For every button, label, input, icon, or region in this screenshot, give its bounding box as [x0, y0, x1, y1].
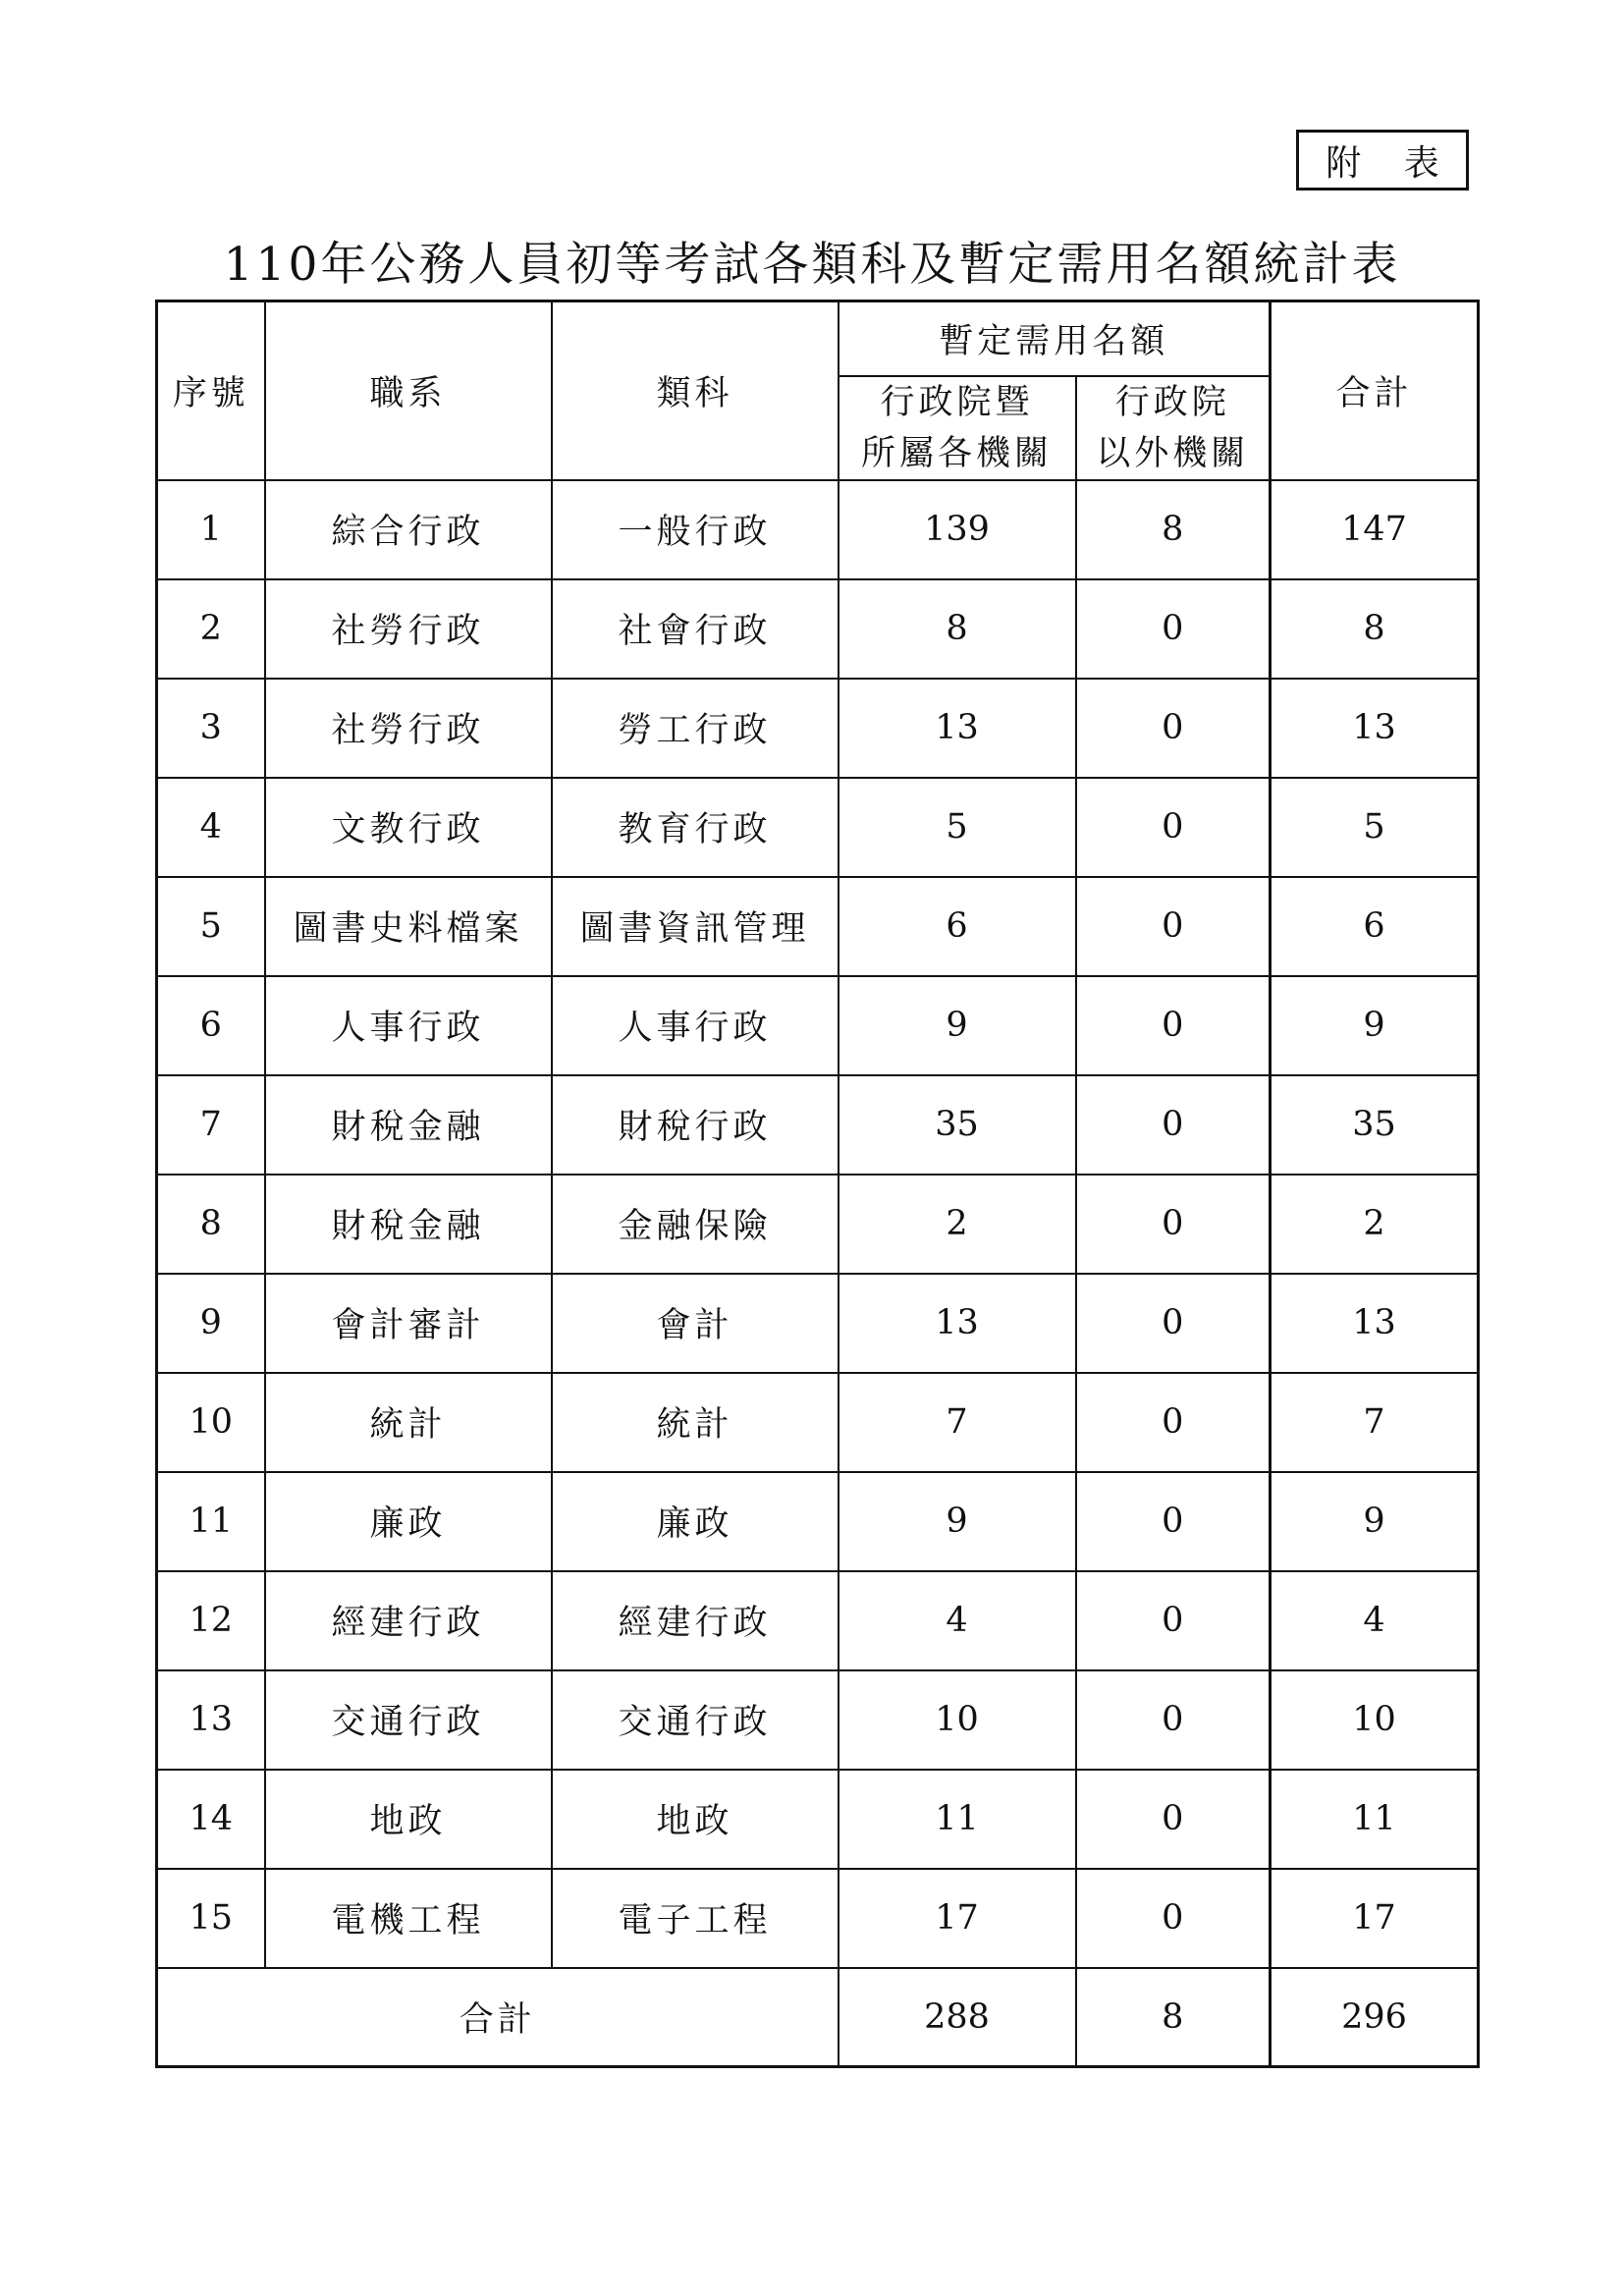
cell-seq: 5: [157, 877, 265, 976]
cell-series: 電機工程: [265, 1869, 552, 1968]
cell-total: 4: [1271, 1571, 1479, 1670]
cell-exec-yuan: 5: [839, 778, 1076, 877]
grand-total-label: 合計: [157, 1968, 839, 2067]
cell-total: 7: [1271, 1373, 1479, 1472]
cell-total: 9: [1271, 1472, 1479, 1571]
cell-exec-yuan: 35: [839, 1075, 1076, 1175]
table-row: [157, 1373, 1479, 1472]
cell-other-agencies: 0: [1076, 1472, 1271, 1571]
cell-total: 35: [1271, 1075, 1479, 1175]
cell-seq: 3: [157, 679, 265, 778]
cell-seq: 8: [157, 1175, 265, 1274]
cell-series: 地政: [265, 1770, 552, 1869]
header-exec-yuan-line2: 所屬各機關: [860, 433, 1053, 473]
appendix-label: 附 表: [1296, 130, 1469, 191]
cell-series: 社勞行政: [265, 579, 552, 679]
cell-exec-yuan: 9: [839, 976, 1076, 1075]
table-row: [157, 579, 1479, 679]
table-row: [157, 778, 1479, 877]
cell-exec-yuan: 9: [839, 1472, 1076, 1571]
cell-category: 一般行政: [552, 480, 839, 579]
cell-total: 13: [1271, 679, 1479, 778]
cell-category: 經建行政: [552, 1571, 839, 1670]
cell-exec-yuan: 139: [839, 480, 1076, 579]
cell-category: 人事行政: [552, 976, 839, 1075]
cell-seq: 12: [157, 1571, 265, 1670]
table-row: [157, 1175, 1479, 1274]
cell-total: 5: [1271, 778, 1479, 877]
header-total: 合計: [1271, 301, 1479, 480]
cell-exec-yuan: 4: [839, 1571, 1076, 1670]
cell-total: 9: [1271, 976, 1479, 1075]
cell-category: 地政: [552, 1770, 839, 1869]
cell-total: 2: [1271, 1175, 1479, 1274]
cell-total: 17: [1271, 1869, 1479, 1968]
cell-other-agencies: 8: [1076, 480, 1271, 579]
grand-total-sum: 296: [1271, 1968, 1479, 2067]
cell-total: 13: [1271, 1274, 1479, 1373]
cell-seq: 14: [157, 1770, 265, 1869]
cell-seq: 1: [157, 480, 265, 579]
cell-exec-yuan: 11: [839, 1770, 1076, 1869]
cell-category: 廉政: [552, 1472, 839, 1571]
table-row: [157, 1869, 1479, 1968]
table-row: [157, 1075, 1479, 1175]
cell-category: 金融保險: [552, 1175, 839, 1274]
cell-other-agencies: 0: [1076, 877, 1271, 976]
grand-total-other: 8: [1076, 1968, 1271, 2067]
cell-other-agencies: 0: [1076, 976, 1271, 1075]
table-row: [157, 1670, 1479, 1770]
cell-exec-yuan: 7: [839, 1373, 1076, 1472]
cell-category: 社會行政: [552, 579, 839, 679]
cell-exec-yuan: 13: [839, 1274, 1076, 1373]
cell-category: 交通行政: [552, 1670, 839, 1770]
cell-other-agencies: 0: [1076, 1869, 1271, 1968]
cell-other-agencies: 0: [1076, 778, 1271, 877]
cell-category: 統計: [552, 1373, 839, 1472]
table-body: [157, 480, 1479, 1968]
cell-exec-yuan: 10: [839, 1670, 1076, 1770]
cell-exec-yuan: 17: [839, 1869, 1076, 1968]
cell-seq: 9: [157, 1274, 265, 1373]
page-title: 110年公務人員初等考試各類科及暫定需用名額統計表: [223, 238, 1401, 292]
cell-seq: 13: [157, 1670, 265, 1770]
table-row: [157, 1770, 1479, 1869]
cell-other-agencies: 0: [1076, 1571, 1271, 1670]
cell-other-agencies: 0: [1076, 1770, 1271, 1869]
cell-other-agencies: 0: [1076, 579, 1271, 679]
cell-total: 8: [1271, 579, 1479, 679]
grand-total-exec: 288: [839, 1968, 1076, 2067]
header-other-agencies: [1076, 376, 1271, 480]
cell-seq: 11: [157, 1472, 265, 1571]
cell-other-agencies: 0: [1076, 1075, 1271, 1175]
cell-exec-yuan: 6: [839, 877, 1076, 976]
cell-exec-yuan: 2: [839, 1175, 1076, 1274]
cell-exec-yuan: 8: [839, 579, 1076, 679]
cell-total: 6: [1271, 877, 1479, 976]
cell-exec-yuan: 13: [839, 679, 1076, 778]
cell-series: 經建行政: [265, 1571, 552, 1670]
cell-seq: 10: [157, 1373, 265, 1472]
cell-series: 文教行政: [265, 778, 552, 877]
cell-series: 圖書史料檔案: [265, 877, 552, 976]
table-row: [157, 1274, 1479, 1373]
header-exec-yuan-line1: 行政院暨: [880, 382, 1034, 422]
cell-series: 統計: [265, 1373, 552, 1472]
cell-total: 147: [1271, 480, 1479, 579]
grand-total-row: [157, 1968, 1479, 2067]
cell-series: 交通行政: [265, 1670, 552, 1770]
cell-series: 社勞行政: [265, 679, 552, 778]
quota-statistics-table: [155, 300, 1480, 2068]
cell-series: 財稅金融: [265, 1175, 552, 1274]
cell-series: 綜合行政: [265, 480, 552, 579]
header-quota-group: 暫定需用名額: [839, 301, 1271, 376]
table-row: [157, 679, 1479, 778]
table-row: [157, 976, 1479, 1075]
table-row: [157, 480, 1479, 579]
cell-seq: 7: [157, 1075, 265, 1175]
table-row: [157, 1472, 1479, 1571]
header-seq: 序號: [157, 301, 265, 480]
cell-other-agencies: 0: [1076, 679, 1271, 778]
cell-series: 財稅金融: [265, 1075, 552, 1175]
cell-category: 圖書資訊管理: [552, 877, 839, 976]
cell-category: 財稅行政: [552, 1075, 839, 1175]
cell-other-agencies: 0: [1076, 1274, 1271, 1373]
cell-other-agencies: 0: [1076, 1670, 1271, 1770]
header-series: 職系: [265, 301, 552, 480]
header-other-line2: 以外機關: [1096, 433, 1250, 473]
header-exec-yuan: [839, 376, 1076, 480]
cell-seq: 15: [157, 1869, 265, 1968]
cell-category: 勞工行政: [552, 679, 839, 778]
cell-series: 會計審計: [265, 1274, 552, 1373]
cell-total: 10: [1271, 1670, 1479, 1770]
cell-category: 電子工程: [552, 1869, 839, 1968]
cell-other-agencies: 0: [1076, 1175, 1271, 1274]
cell-other-agencies: 0: [1076, 1373, 1271, 1472]
cell-seq: 6: [157, 976, 265, 1075]
cell-series: 廉政: [265, 1472, 552, 1571]
cell-seq: 4: [157, 778, 265, 877]
cell-category: 教育行政: [552, 778, 839, 877]
header-other-line1: 行政院: [1114, 382, 1230, 422]
table-row: [157, 877, 1479, 976]
table-row: [157, 1571, 1479, 1670]
cell-total: 11: [1271, 1770, 1479, 1869]
cell-seq: 2: [157, 579, 265, 679]
cell-category: 會計: [552, 1274, 839, 1373]
header-category: 類科: [552, 301, 839, 480]
cell-series: 人事行政: [265, 976, 552, 1075]
